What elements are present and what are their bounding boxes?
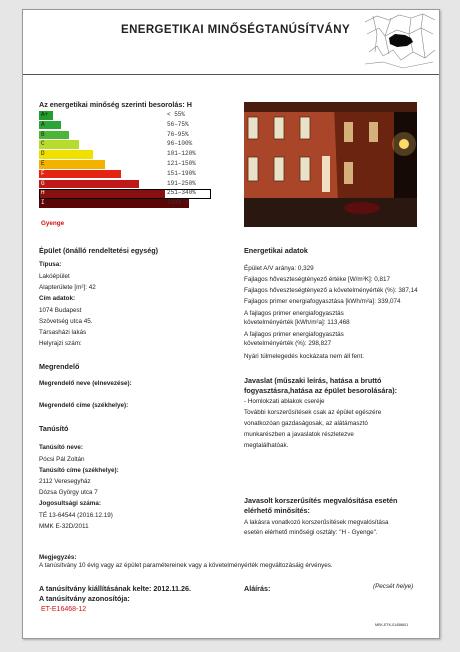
rating-bar-aplus [39,111,53,120]
certifier-license-label: Jogosultsági száma: [39,500,101,507]
rating-range: 101–120% [167,150,196,158]
rating-class-label: C [41,140,45,148]
building-type-value: Lakóépület [39,273,70,280]
address-city: 1074 Budapest [39,307,82,314]
proposal-line: - Homlokzati ablakok cseréje [244,398,325,405]
rating-range: 151–190% [167,169,196,177]
building-heading: Épület (önálló rendeltetési egység) [39,246,159,255]
address-street: Szövetség utca 45. [39,318,93,325]
certifier-address-label: Tanúsító címe (székhelye): [39,467,119,474]
client-heading: Megrendelő [39,362,80,371]
certifier-license-2: MMK E-32D/2011 [39,523,89,530]
rating-range: 96–100% [167,140,193,148]
client-name-label: Megrendelő neve (elnevezése): [39,380,132,387]
certificate-id: ET-E16468-12 [41,606,87,613]
rating-verdict: Gyenge [41,220,65,227]
recommended-heading-1: Javasolt korszerűsítés megvalósítása esetén [244,496,398,505]
rating-range: 191–250% [167,179,196,187]
notes-heading: Megjegyzés: [39,554,77,561]
address-label: Cím adatok: [39,295,76,302]
certifier-license-1: TÉ 13-64544 (2016.12.19) [39,512,113,519]
certificate-title: ENERGETIKAI MINŐSÉGTANÚSÍTVÁNY [121,24,351,36]
rating-bar-d [39,150,93,159]
proposal-line: vonatkozóan gazdaságosak, az alátámasztó [244,420,368,427]
rating-bar-b [39,131,69,140]
certifier-name-label: Tanúsító neve: [39,444,83,451]
rating-class-label: D [41,150,45,158]
building-type-label: Típusa: [39,261,62,268]
recommended-line-1: A lakásra vonatkozó korszerűsítések megvalósítása [244,519,389,526]
rating-range: 341% < [167,199,189,207]
issue-date: A tanúsítvány kiállításának kelte: 2012.11.26. [39,584,191,593]
rating-class-label: G [41,179,45,187]
certificate-id-label: A tanúsítvány azonosítója: [39,594,130,603]
rating-class-label: H [41,189,45,197]
proposal-line: munkarészben a javaslatok részletezve [244,431,354,438]
rating-range: < 55% [167,111,186,118]
rating-bar-e [39,160,105,169]
recommended-line-2: esetén elérhető minőségi osztály: "H - Gyenge". [244,529,378,536]
rating-bar-c [39,140,79,149]
energy-heading: Energetikai adatok [244,246,308,255]
summer-overheating: Nyári túlmelegedés kockázata nem áll fent. [244,353,365,360]
building-photo [244,102,417,227]
rating-bar-f [39,170,121,179]
energy-data-line: követelményérték (%): 298,827 [244,340,332,347]
proposal-heading-1: Javaslat (műszaki leírás, hatása a bruttó [244,376,382,385]
energy-data-line: Fajlagos primer energiafogyasztása [kWh/m²a]: 339,074 [244,298,401,305]
rating-class-label: F [41,169,45,177]
certificate-header [23,10,439,75]
certificate-page [22,9,440,639]
document-code: MEK-ETK-01458601 [375,623,409,627]
energy-rating-scale [39,111,219,211]
hungary-map-icon [363,12,437,70]
energy-data-line: Épület A/V aránya: 0,329 [244,265,314,272]
certifier-address-1: 2112 Veresegyház [39,478,91,485]
stamp-placeholder: (Pecsét helye) [373,583,414,590]
energy-data-line: A fajlagos primer energiafogyasztás [244,331,344,338]
rating-bar-a [39,121,61,130]
rating-range: 121–150% [167,160,196,167]
proposal-line: megtalálhatóak. [244,442,289,449]
rating-range: 56–75% [167,120,189,128]
rating-range: 76–95% [167,130,189,138]
client-address-label: Megrendelő címe (székhelye): [39,402,129,409]
signature-label: Aláírás: [244,584,271,593]
energy-data-line: Fajlagos hőveszteségtényező értéke [W/m³K]: 0,817 [244,276,390,283]
current-rating-marker [39,189,211,199]
certifier-name: Pócsi Pál Zoltán [39,456,85,463]
recommended-heading-2: elérhető minősítés: [244,506,310,515]
rating-class-label: B [41,130,45,138]
rating-class-label: A [41,120,45,128]
rating-bar-g [39,180,139,189]
rating-class-label: I [41,199,45,207]
rating-range: 251–340% [167,189,196,197]
proposal-line: További korszerűsítések csak az épület egészére [244,409,382,416]
energy-data-line: Fajlagos hőveszteségtényező a követelményérték (%): 387,14 [244,287,418,294]
building-area: Alapterülete [m²]: 42 [39,284,96,291]
notes-text: A tanúsítvány 10 évig vagy az épület paramétereinek vagy a követelményérték megváltozásáig érvényes. [39,562,333,569]
building-district: Társasházi lakás [39,329,87,336]
energy-data-line: A fajlagos primer energiafogyasztás [244,310,344,317]
proposal-heading-2: fogyasztásra,hatása az épület besorolására): [244,386,397,395]
rating-class-label: E [41,160,45,167]
certifier-address-2: Dózsa György utca 7 [39,489,98,496]
certifier-heading: Tanúsító [39,424,69,433]
energy-data-line: követelményérték [kWh/m²a]: 113,468 [244,319,350,326]
parcel-number: Helyrajzi szám: [39,340,82,347]
rating-class-label: A+ [41,111,49,118]
rating-heading: Az energetikai minőség szerinti besorolás: H [39,100,192,109]
